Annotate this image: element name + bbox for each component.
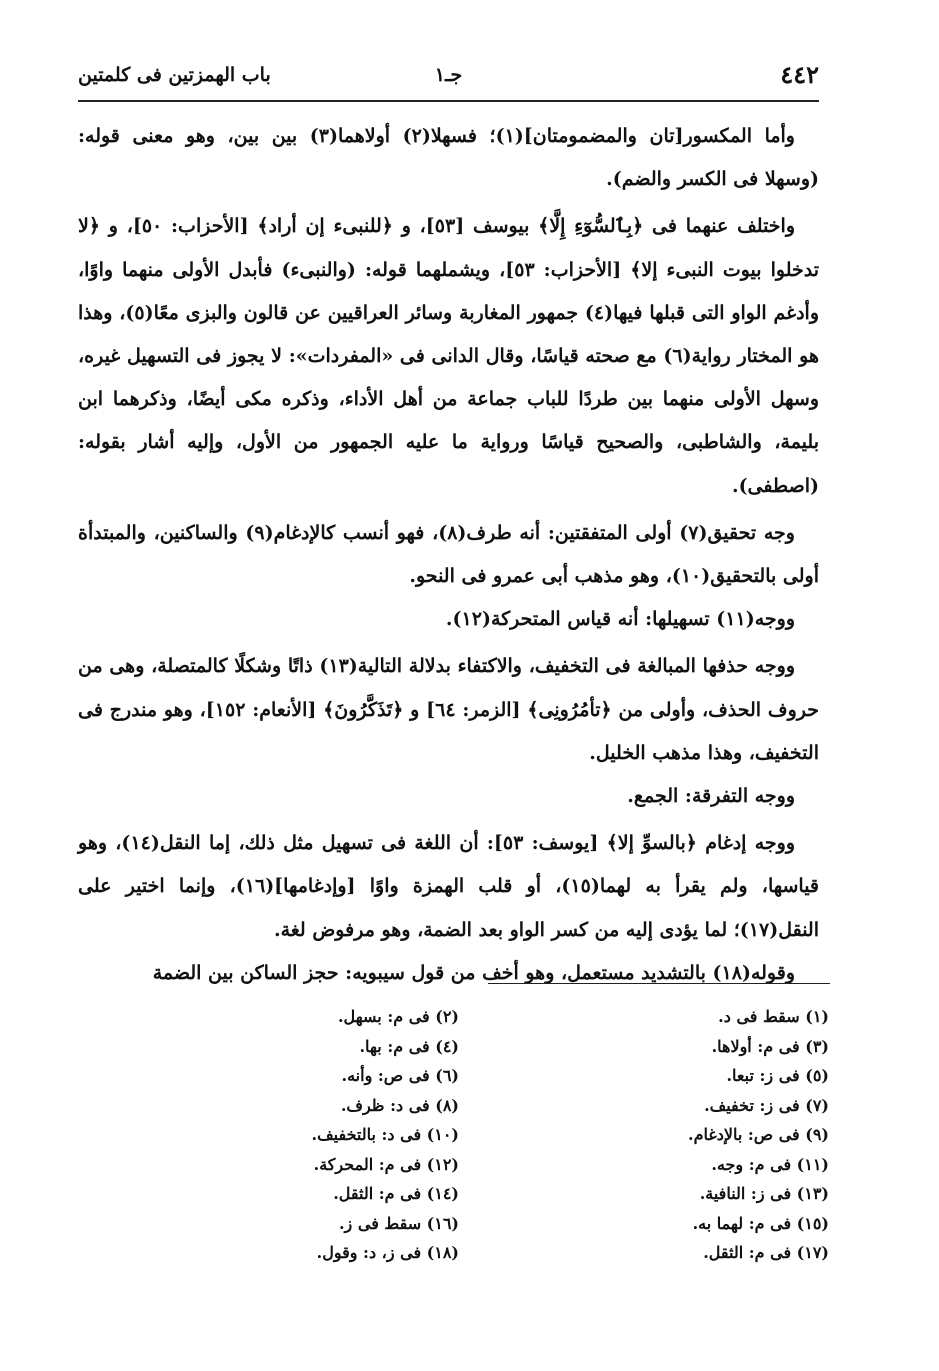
footnote: (٦) فى ص: وأنه.: [341, 1066, 459, 1085]
footnote: (٣) فى م: أولاها.: [711, 1036, 829, 1056]
footnote: (١١) فى م: وجه.: [711, 1154, 829, 1174]
footnote: (٤) فى م: بها.: [359, 1036, 459, 1056]
footnote: (٨) فى د: ظرف.: [340, 1095, 459, 1115]
footnote: (١٧) فى م: الثقل.: [703, 1243, 829, 1262]
paragraph: واختلف عنهما فى ﴿بِٱلسُّوٓءِ إِلَّا﴾ بيوسف [٥٣]، و ﴿للنبىء إن أراد﴾ [الأحزاب: ٥٠]، و ﴿لا تدخلوا بيوت النبىء إلا﴾ [الأحزاب: ٥٣]، ويشملهما قوله: (والنبىء) فأبدل الأولى منهما واوًا، وأدغم الواو التى قبلها فيها(٤) جمهور المغاربة وسائر العراقيين عن قالون والبزى معًا(٥)، وهذا هو المختار رواية(٦) مع صحته قياسًا، وقال الدانى فى «المفردات»: لا يجوز فى التسهيل غيره، وسهل الأولى منهما بين طردًا للباب جماعة من أهل الأداء، وذكره مكى أيضًا، وذكرهما ابن بليمة، والشاطبى، والصحيح قياسًا ورواية ما عليه الجمهور من الأول، وإليه أشار بقوله: (اصطفى).: [78, 215, 819, 497]
page-number: ٤٤٢: [780, 60, 819, 89]
footnote-divider: [488, 983, 830, 984]
footnote: (١٥) فى م: لهما به.: [692, 1213, 829, 1233]
paragraph: ووجه(١١) تسهيلها: أنه قياس المتحركة(١٢).: [445, 608, 795, 631]
chapter-title: باب الهمزتين فى كلمتين: [78, 64, 271, 86]
footnote: (١) سقط فى د.: [718, 1007, 829, 1026]
footnote: (١٨) فى ز، د: وقول.: [316, 1243, 459, 1262]
footnote: (٥) فى ز: تبعا.: [726, 1066, 829, 1085]
main-text: [78, 115, 819, 995]
paragraph: وجه تحقيق(٧) أولى المتفقتين: أنه طرف(٨)، فهو أنسب كالإدغام(٩) والساكنين، والمبتدأة أولى بالتحقيق(١٠)، وهو مذهب أبى عمرو فى النحو.: [78, 521, 819, 588]
footnotes-column-right: [499, 1002, 829, 1268]
footnote: (٢) فى م: بسهل.: [337, 1007, 459, 1026]
footnote: (١٦) سقط فى ز.: [338, 1213, 459, 1233]
running-header: [78, 56, 819, 102]
paragraph: وقوله(١٨) بالتشديد مستعمل، وهو أخف من قول سيبويه: حجز الساكن بين الضمة: [152, 961, 795, 984]
footnotes-column-left: [159, 1002, 459, 1268]
paragraph: ووجه حذفها المبالغة فى التخفيف، والاكتفاء بدلالة التالية(١٣) ذاتًا وشكلًا كالمتصلة، وهى من حروف الحذف، وأولى من ﴿تأمُرُونِى﴾ [الزمر: ٦٤] و ﴿تَذَكَّرُونَ﴾ [الأنعام: ١٥٢]، وهو مندرج فى التخفيف، وهذا مذهب الخليل.: [78, 655, 819, 764]
footnote: (١٢) فى م: المحركة.: [313, 1154, 459, 1174]
paragraph: ووجه إدغام ﴿بالسوِّ إلا﴾ [يوسف: ٥٣]: أن اللغة فى تسهيل مثل ذلك، إما النقل(١٤)، وهو قياسها، ولم يقرأ به لهما(١٥)، أو قلب الهمزة واوًا [وإدغامها](١٦)، وإنما اختير على النقل(١٧)؛ لما يؤدى إليه من كسر الواو بعد الضمة، وهو مرفوض لغة.: [78, 832, 820, 941]
footnote: (١٠) فى د: بالتخفيف.: [311, 1125, 459, 1144]
footnote: (٧) فى ز: تخفيف.: [704, 1095, 829, 1115]
footnote: (١٤) فى م: الثقل.: [333, 1184, 459, 1203]
volume-label: جـ١: [434, 64, 463, 86]
footnote: (٩) فى ص: بالإدغام.: [688, 1125, 829, 1144]
paragraph: وأما المكسور[تان والمضمومتان](١)؛ فسهلا(٢) أولاهما(٣) بين بين، وهو معنى قوله: (وسهلا فى الكسر والضم).: [78, 125, 819, 191]
paragraph: ووجه التفرقة: الجمع.: [627, 785, 795, 808]
footnote: (١٣) فى ز: النافية.: [699, 1184, 829, 1203]
